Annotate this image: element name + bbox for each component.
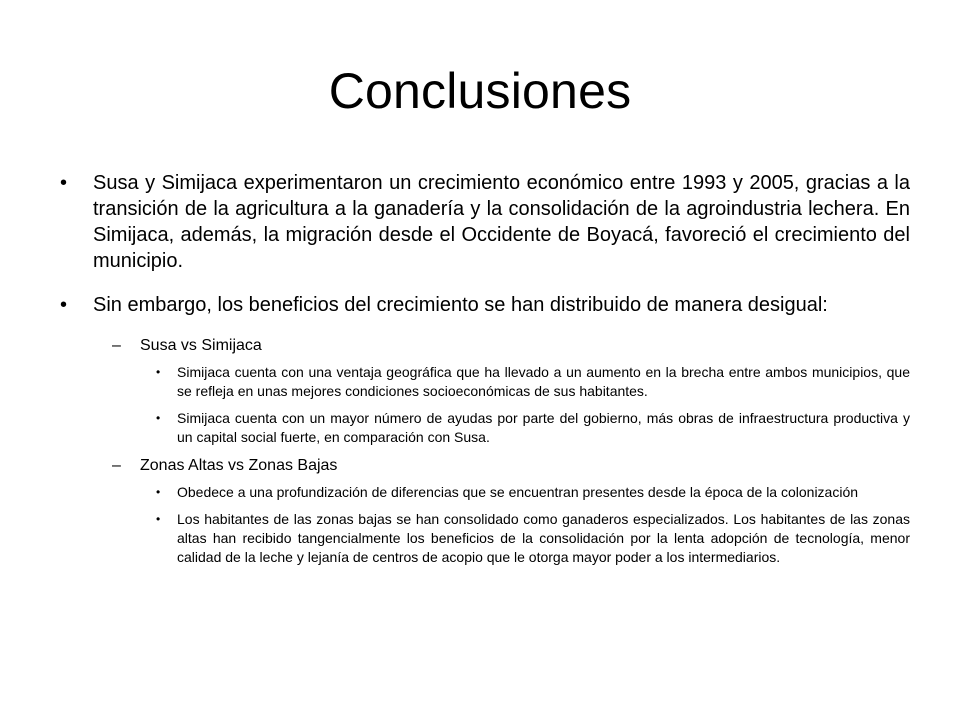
bullet-item [60,170,910,274]
bullet-icon: • [60,294,68,316]
bullet-text: Susa y Simijaca experimentaron un crecimiento económico entre 1993 y 2005, gracias a la transición de la agricultura a la ganadería y la consolidación de la agroindustria lechera. En Simijaca, además, la migración desde el Occidente de Boyacá, favoreció el crecimiento del municipio. [93,172,910,272]
bullet-text: Sin embargo, los beneficios del crecimiento se han distribuido de manera desigual: [93,294,828,316]
slide-body [60,170,910,567]
slide-title: Conclusiones [328,63,632,119]
dash-icon: – [112,457,121,474]
sub-bullet-item [60,335,910,356]
bullet-item [60,292,910,318]
bullet-icon: • [156,365,161,379]
detail-bullet-item [60,510,910,567]
detail-bullet-text: Simijaca cuenta con una ventaja geográfica que ha llevado a un aumento en la brecha entre ambos municipios, que se refleja en unas mejores condiciones socioeconómicas de sus habitantes. [177,364,910,399]
detail-bullet-item [60,409,910,447]
bullet-icon: • [156,512,161,526]
detail-bullet-text: Obedece a una profundización de diferencias que se encuentran presentes desde la época de la colonización [177,484,859,500]
bullet-icon: • [156,411,161,425]
sub-bullet-label: Susa vs Simijaca [140,337,262,354]
dash-icon: – [112,337,121,354]
sub-bullet-label: Zonas Altas vs Zonas Bajas [140,457,338,474]
sub-bullet-item [60,455,910,476]
detail-bullet-item [60,483,910,502]
detail-bullet-text: Los habitantes de las zonas bajas se han consolidado como ganaderos especializados. Los habitantes de las zonas altas han recibido tangencialmente los beneficios de la consolidación por la lenta adopción de tecnología, menor calidad de la leche y lejanía de centros de acopio que le otorga mayor poder a los intermediarios. [177,511,910,565]
detail-bullet-text: Simijaca cuenta con un mayor número de ayudas por parte del gobierno, más obras de infraestructura productiva y un capital social fuerte, en comparación con Susa. [177,410,910,445]
bullet-icon: • [156,485,161,499]
bullet-icon: • [60,172,68,194]
detail-bullet-item [60,363,910,401]
